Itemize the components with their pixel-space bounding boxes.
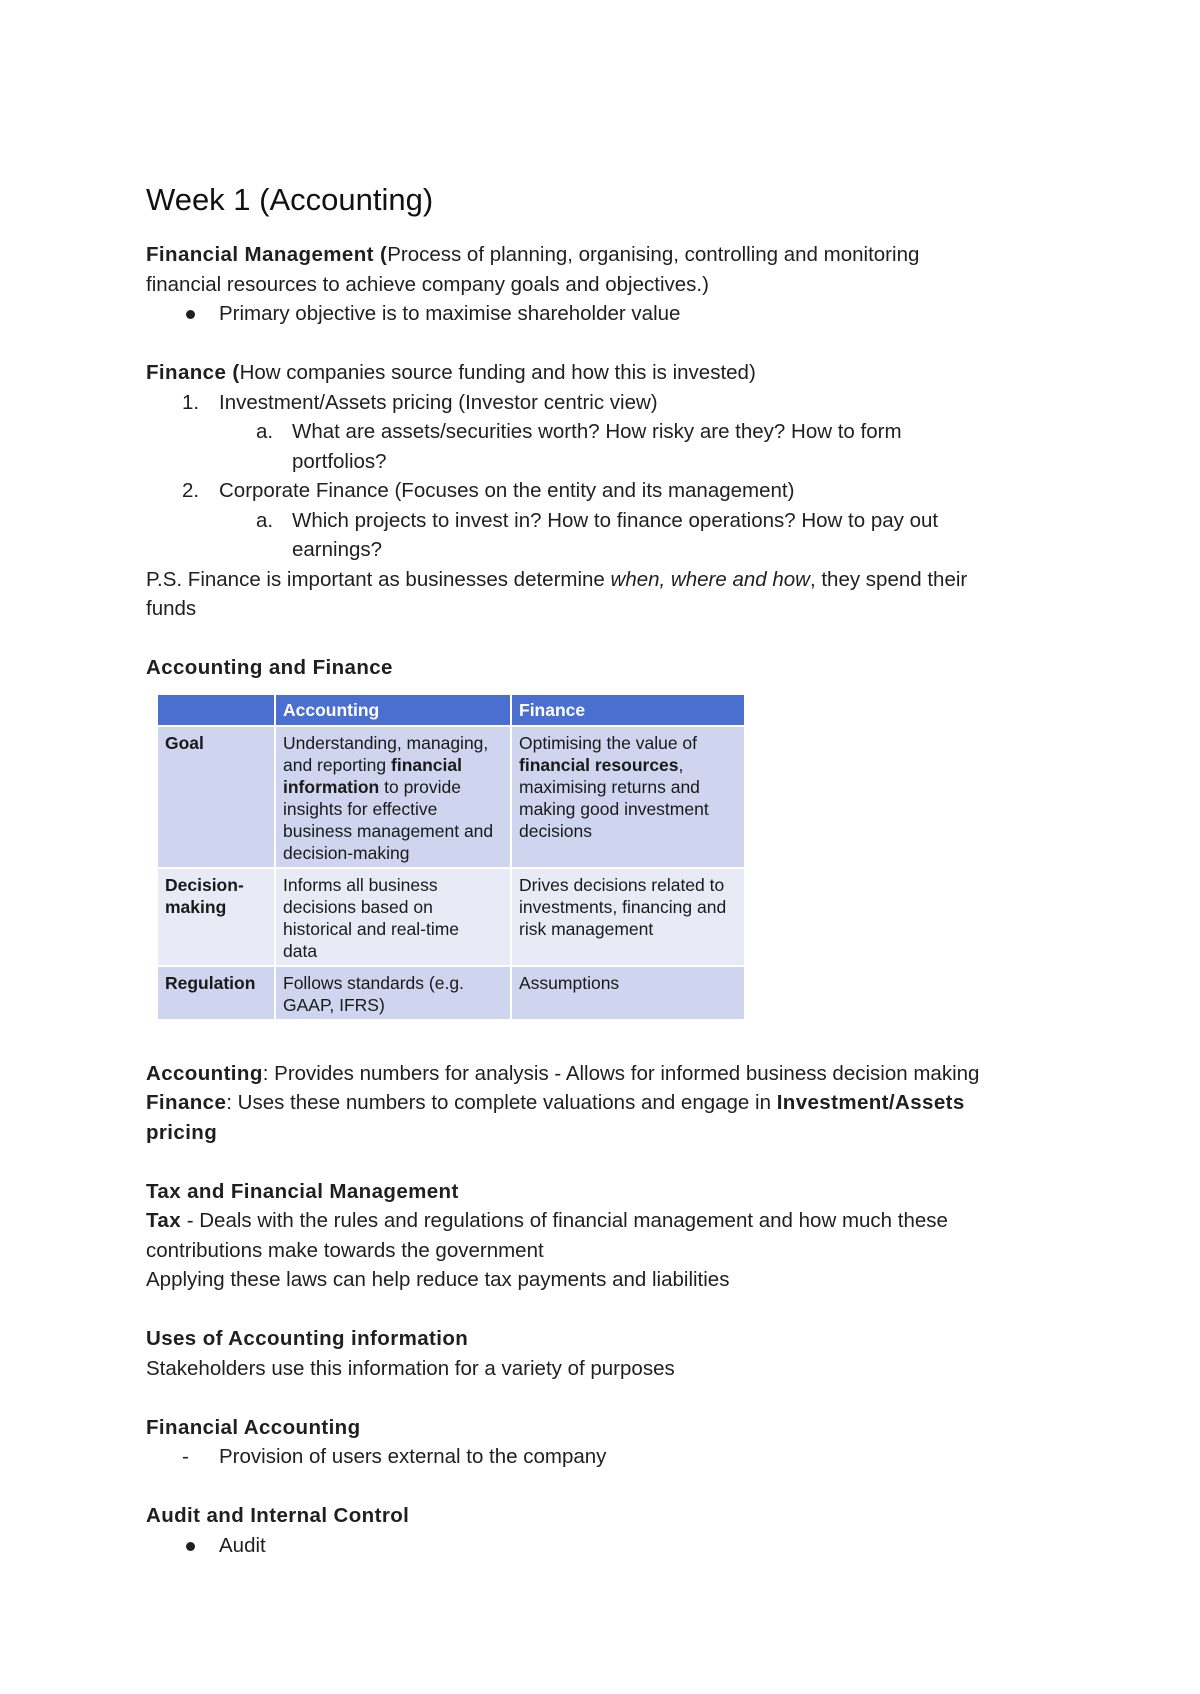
fa-item-text: Provision of users external to the company xyxy=(219,1445,607,1468)
finance-item-2a xyxy=(146,506,1066,536)
tax-label: Tax xyxy=(146,1209,182,1232)
cell-text: making good investment xyxy=(519,798,709,819)
cell-text: Drives decisions related to xyxy=(519,874,725,895)
cell-text: investments, financing and xyxy=(519,896,727,917)
comparison-table xyxy=(156,693,746,1021)
cell-text: decisions based on xyxy=(283,896,433,917)
fm-text-1: Process of planning, organising, controlling and monitoring xyxy=(387,243,920,266)
cell-text: data xyxy=(283,940,318,961)
list-marker: a. xyxy=(256,420,274,443)
accounting-text: : Provides numbers for analysis - Allows for informed business decision making xyxy=(262,1061,980,1085)
row-label-goal: Goal xyxy=(158,727,274,867)
tax-text-3: Applying these laws can help reduce tax payments and liabilities xyxy=(146,1268,730,1291)
cell-text: Assumptions xyxy=(519,972,620,993)
finance-item-2 xyxy=(146,476,1066,506)
finance-text: How companies source funding and how this is invested) xyxy=(239,361,756,384)
table-row-decision-making xyxy=(158,869,744,965)
finance-item-1 xyxy=(146,388,1066,418)
table-header-finance: Finance xyxy=(512,695,744,725)
cell-text: decision-making xyxy=(283,842,410,863)
uses-text: Stakeholders use this information for a variety of purposes xyxy=(146,1356,675,1380)
regulation-accounting-cell xyxy=(276,967,510,1019)
cell-text: maximising returns and xyxy=(519,776,700,797)
row-label-regulation: Regulation xyxy=(158,967,274,1019)
ps-emphasis: when, where and how xyxy=(610,567,810,591)
list-marker: a. xyxy=(256,508,274,532)
finance-heading: Finance ( xyxy=(146,361,240,384)
cell-text: , xyxy=(678,754,684,775)
table-header-empty xyxy=(158,695,274,725)
finance-item-2-text: Corporate Finance (Focuses on the entity and its management) xyxy=(219,479,795,502)
finance-definition xyxy=(146,1088,1066,1118)
tax-text-2: contributions make towards the government xyxy=(146,1238,544,1262)
ps-pre: P.S. Finance is important as businesses determine xyxy=(146,567,611,591)
cell-text: and reporting xyxy=(283,754,391,775)
bullet-icon xyxy=(186,310,195,319)
finance-def-bold-1: Investment/Assets xyxy=(776,1091,965,1114)
af-heading: Accounting and Finance xyxy=(146,656,393,679)
fm-bullet-text: Primary objective is to maximise shareholder value xyxy=(219,302,681,325)
ps-post: , they spend their xyxy=(809,567,968,591)
cell-text: historical and real-time xyxy=(283,918,460,939)
finance-paragraph xyxy=(146,358,1066,388)
dash-marker: - xyxy=(182,1445,189,1468)
table-header-accounting: Accounting xyxy=(276,695,510,725)
document-page xyxy=(146,180,1066,1560)
cell-text: decisions xyxy=(519,820,592,841)
fm-paragraph xyxy=(146,240,1066,270)
finance-item-1a-cont xyxy=(146,447,1066,477)
cell-text: GAAP, IFRS) xyxy=(283,994,385,1015)
finance-item-1a xyxy=(146,417,1066,447)
finance-item-2a-line-2: earnings? xyxy=(292,538,383,561)
page-title: Week 1 (Accounting) xyxy=(146,182,434,217)
cell-text: to provide xyxy=(379,776,461,797)
ps-paragraph xyxy=(146,565,1066,595)
finance-item-2a-cont xyxy=(146,535,1066,565)
audit-item-text: Audit xyxy=(219,1533,266,1557)
finance-label: Finance xyxy=(146,1091,227,1114)
finance-item-2a-line-1: Which projects to invest in? How to finance operations? How to pay out xyxy=(292,508,939,532)
cell-text: business management and xyxy=(283,820,494,841)
cell-text-bold: financial xyxy=(391,754,462,775)
cell-text: making xyxy=(165,896,227,917)
tax-heading: Tax and Financial Management xyxy=(146,1179,459,1203)
decision-accounting-cell xyxy=(276,869,510,965)
finance-def-text: : Uses these numbers to complete valuations and engage in xyxy=(226,1091,777,1114)
audit-heading: Audit and Internal Control xyxy=(146,1504,410,1527)
cell-text-bold: financial resources xyxy=(519,754,679,775)
list-marker: 2. xyxy=(182,479,200,502)
cell-text: Optimising the value of xyxy=(519,732,698,753)
fm-heading: Financial Management ( xyxy=(146,243,388,266)
finance-def-bold-2: pricing xyxy=(146,1120,218,1144)
decision-finance-cell xyxy=(512,869,744,965)
regulation-finance-cell xyxy=(512,967,744,1019)
fa-list-item xyxy=(146,1442,1066,1472)
list-marker: 1. xyxy=(182,390,200,414)
row-label-decision-making xyxy=(158,869,274,965)
tax-text-1: - Deals with the rules and regulations of financial management and how much these xyxy=(181,1209,948,1232)
fm-bullet-item xyxy=(146,299,1066,329)
cell-text: insights for effective xyxy=(283,798,438,819)
comparison-table-wrapper xyxy=(156,693,1066,1021)
cell-text: Follows standards (e.g. xyxy=(283,972,464,993)
finance-item-1-text: Investment/Assets pricing (Investor centric view) xyxy=(219,390,658,414)
audit-list-item xyxy=(146,1531,1066,1561)
cell-text: risk management xyxy=(519,918,654,939)
goal-finance-cell xyxy=(512,727,744,867)
accounting-label: Accounting xyxy=(146,1061,263,1085)
cell-text-bold: information xyxy=(283,776,380,797)
accounting-definition xyxy=(146,1059,1066,1089)
goal-accounting-cell xyxy=(276,727,510,867)
bullet-icon xyxy=(186,1542,195,1551)
tax-paragraph xyxy=(146,1206,1066,1236)
fa-heading: Financial Accounting xyxy=(146,1415,361,1439)
cell-text: Decision- xyxy=(165,874,244,895)
uses-heading: Uses of Accounting information xyxy=(146,1327,469,1350)
finance-item-1a-line-2: portfolios? xyxy=(292,449,387,473)
cell-text: Understanding, managing, xyxy=(283,732,489,753)
table-row-goal xyxy=(158,727,744,867)
ps-line-2: funds xyxy=(146,597,197,620)
cell-text: Informs all business xyxy=(283,874,438,895)
finance-item-1a-line-1: What are assets/securities worth? How risky are they? How to form xyxy=(292,420,902,443)
fm-text-2: financial resources to achieve company goals and objectives.) xyxy=(146,272,709,296)
table-row-regulation xyxy=(158,967,744,1019)
table-header-row xyxy=(158,695,744,725)
